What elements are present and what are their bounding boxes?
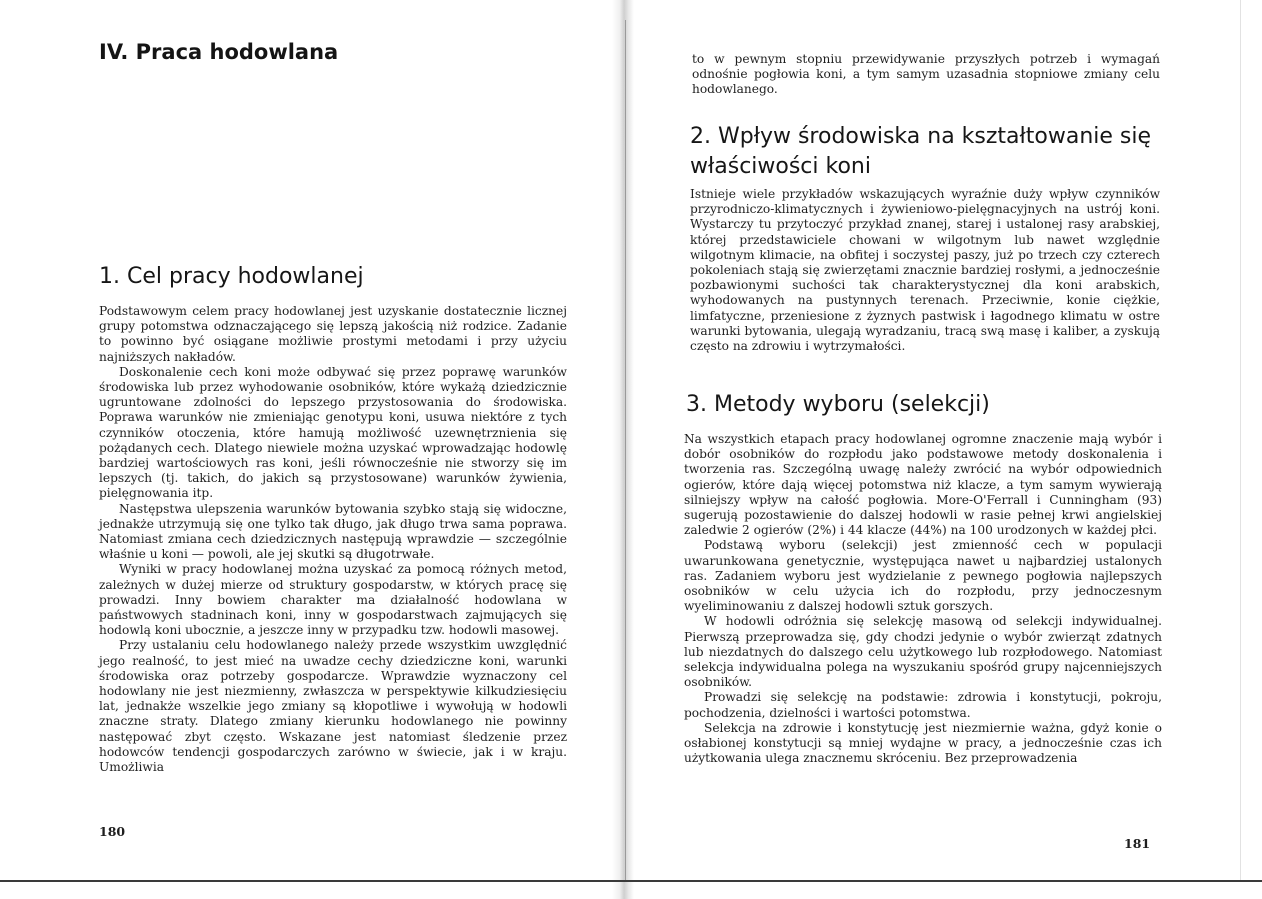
paragraph: to w pewnym stopniu przewidywanie przyszłych potrzeb i wymagań odnośnie pogłowia koni, a tym samym uzasadnia stopniowe zmiany celu hodowlanego. bbox=[692, 52, 1160, 97]
paragraph: Podstawowym celem pracy hodowlanej jest uzyskanie dostatecznie licznej grupy potomstwa odznaczającego się lepszą jakością niż rodzice. Zadanie to powinno być osiągane możliwie prostymi metodami i przy użyciu najniższych nakładów. bbox=[99, 304, 567, 364]
left-page bbox=[0, 0, 620, 899]
paragraph: Następstwa ulepszenia warunków bytowania szybko stają się widoczne, jednakże utrzymują się one tylko tak długo, jak długo trwa sama poprawa. Natomiast zmiana cech dziedzicznych następują wprawdzie — szczególnie właśnie u koni — powoli, ale jej skutki są długotrwałe. bbox=[99, 501, 567, 562]
paragraph: Istnieje wiele przykładów wskazujących wyraźnie duży wpływ czynników przyrodniczo-klimatycznych i żywieniowo-pielęgnacyjnych na ustrój koni. Wystarczy tu przytoczyć przykład znanej, starej i ustalonej rasy arabskiej, której przedstawiciele chowani w wilgotnym lub nawet względnie wilgotnym klimacie, na obfitej i soczystej paszy, już po trzech czy czterech pokoleniach stają się zwierzętami znacznie bardziej rosłymi, a jednocześnie pozbawionymi suchości tak charakterystycznej dla koni arabskich, wyhodowanych na pustynnych terenach. Przeciwnie, konie ciężkie, limfatyczne, przeniesione z żyznych pastwisk i łagodnego klimatu w ostre warunki bytowania, ulegają wyradzaniu, tracą swą masę i kaliber, a zyskują często na zdrowiu i wytrzymałości. bbox=[690, 187, 1160, 354]
paragraph: Podstawą wyboru (selekcji) jest zmienność cech w populacji uwarunkowana genetycznie, występująca nawet u najbardziej ustalonych ras. Zadaniem wyboru jest wydzielanie z pewnego pogłowia najlepszych osobników w celu użycia ich do rozpłodu, przy jednoczesnym wyeliminowaniu z dalszej hodowli sztuk gorszych. bbox=[684, 538, 1162, 614]
section-title-3: 3. Metody wyboru (selekcji) bbox=[686, 392, 990, 417]
chapter-title: IV. Praca hodowlana bbox=[99, 40, 339, 64]
page-number-left: 180 bbox=[99, 824, 126, 839]
paragraph: Doskonalenie cech koni może odbywać się przez poprawę warunków środowiska lub przez wyhodowanie osobników, które wykażą dziedzicznie ugruntowane zdolności do lepszego przystosowania do środowiska. Poprawa warunków nie zmieniając genotypu koni, usuwa niektóre z tych czynników otoczenia, które hamują możliwość uzewnętrznienia się pożądanych cech. Dlatego niewiele można uzyskać wprowadzając hodowlę bardziej wartościowych ras koni, jeśli równocześnie nie stworzy się im lepszych (tj. takich, do jakich są przystosowane) warunków żywienia, pielęgnowania itp. bbox=[99, 364, 567, 501]
paragraph: Prowadzi się selekcję na podstawie: zdrowia i konstytucji, pokroju, pochodzenia, dzielności i wartości potomstwa. bbox=[684, 690, 1162, 720]
page-number-right: 181 bbox=[1124, 836, 1151, 851]
section-3-body bbox=[684, 432, 1162, 766]
section-title-1: 1. Cel pracy hodowlanej bbox=[99, 264, 364, 289]
paragraph: Selekcja na zdrowie i konstytucję jest niezmiernie ważna, gdyż konie o osłabionej konstytucji są mniej wydajne w pracy, a jednocześnie czas ich użytkowania ulega znacznemu skróceniu. Bez przeprowadzenia bbox=[684, 720, 1162, 766]
paragraph: Na wszystkich etapach pracy hodowlanej ogromne znaczenie mają wybór i dobór osobników do rozpłodu jako podstawowe metody doskonalenia i tworzenia ras. Szczególną uwagę należy zwrócić na wybór odpowiednich ogierów, które dają więcej potomstwa niż klacze, a tym samym wywierają silniejszy wpływ na całość pogłowia. More-O'Ferrall i Cunningham (93) sugerują pozostawienie do dalszej hodowli w rasie pełnej krwi angielskiej zaledwie 2 ogierów (2%) i 44 klacze (44%) na 100 urodzonych w każdej płci. bbox=[684, 432, 1162, 538]
paragraph: Wyniki w pracy hodowlanej można uzyskać za pomocą różnych metod, zależnych w dużej mierze od struktury gospodarstw, w których pracę się prowadzi. Inny bowiem charakter ma działalność hodowlana w państwowych stadninach koni, inny w gospodarstwach zajmujących się hodowlą koni ubocznie, a jeszcze inny w przypadku tzw. hodowli masowej. bbox=[99, 562, 567, 638]
paragraph: W hodowli odróżnia się selekcję masową od selekcji indywidualnej. Pierwszą przeprowadza się, gdy chodzi jedynie o wybór zwierząt zdatnych lub niezdatnych do dalszego celu użytkowego lub rozpłodowego. Natomiast selekcja indywidualna polega na wyszukaniu spośród grupy najcenniejszych osobników. bbox=[684, 614, 1162, 690]
left-page-body bbox=[99, 304, 567, 775]
continuation-paragraph bbox=[692, 52, 1160, 98]
paragraph: Przy ustalaniu celu hodowlanego należy przede wszystkim uwzględnić jego realność, to jest mieć na uwadze cechy dziedziczne koni, warunki środowiska oraz potrzeby gospodarcze. Wprawdzie wyznaczony cel hodowlany nie jest niezmienny, zwłaszcza w perspektywie kilkudziesięciu lat, jednakże wszelkie jego zmiany są kłopotliwe i wywołują w hodowli znaczne straty. Dlatego zmiany kierunku hodowlanego nie powinny następować zbyt często. Wskazane jest natomiast śledzenie przez hodowców tendencji gospodarczych zarówno w świecie, jak i w kraju. Umożliwia bbox=[99, 638, 567, 775]
section-title-2: 2. Wpływ środowiska na kształtowanie się właściwości koni bbox=[690, 124, 1152, 179]
section-2-body bbox=[690, 187, 1160, 354]
